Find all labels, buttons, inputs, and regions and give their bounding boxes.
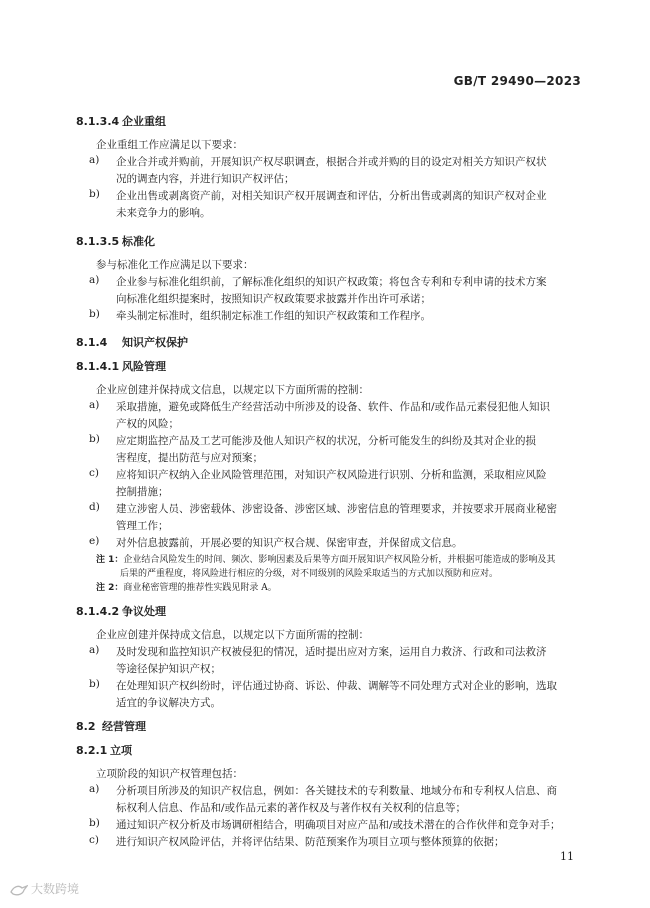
list-marker: b) (89, 678, 100, 690)
note-text: 商业秘密管理的推荐性实践见附录 A。 (123, 583, 277, 593)
list-text: 况的调查内容，并进行知识产权评估； (116, 173, 295, 185)
list-marker: b) (89, 188, 100, 200)
list-text: 牵头制定标准时，组织制定标准工作组的知识产权政策和工作程序。 (116, 310, 431, 322)
list-text: 企业出售或剥离资产前，对相关知识产权开展调查和评估，分析出售或剥离的知识产权对企业 (116, 190, 547, 202)
list-text: 及时发现和监控知识产权被侵犯的情况，适时提出应对方案，运用自力救济、行政和司法救济 (116, 646, 547, 658)
list-text: 控制措施； (116, 486, 169, 498)
list-text: 应定期监控产品及工艺可能涉及他人知识产权的状况，分析可能发生的纠纷及其对企业的损 (116, 435, 536, 447)
section-title: 知识产权保护 (122, 336, 188, 349)
watermark-text: 大数跨境 (31, 882, 80, 896)
section-heading (76, 742, 132, 758)
paragraph: 立项阶段的知识产权管理包括： (96, 768, 243, 780)
list-text: 进行知识产权风险评估，并将评估结果、防范预案作为项目立项与整体预算的依据； (116, 836, 505, 848)
section-number: 8.2 (76, 720, 96, 733)
section-number: 8.2.1 (76, 744, 108, 757)
list-text: 向标准化组织提案时，按照知识产权政策要求披露并作出许可承诺； (116, 293, 431, 305)
list-marker: d) (89, 501, 100, 513)
watermark (10, 880, 79, 897)
section-title: 企业重组 (122, 115, 166, 128)
section-number: 8.1.3.5 (76, 235, 120, 248)
paragraph: 企业重组工作应满足以下要求： (96, 139, 243, 151)
list-text: 通过知识产权分析及市场调研相结合，明确项目对应产品和/或技术潜在的合作伙伴和竞争对手； (116, 819, 561, 831)
note (96, 552, 555, 565)
list-marker: b) (89, 308, 100, 320)
section-heading (76, 233, 155, 249)
list-text: 应将知识产权纳入企业风险管理范围，对知识产权风险进行识别、分析和监测，采取相应风险 (116, 469, 547, 481)
list-marker: b) (89, 817, 100, 829)
section-heading (76, 718, 146, 734)
list-text: 标权利人信息、作品和/或作品元素的著作权及与著作权有关权利的信息等； (116, 802, 467, 814)
list-marker: c) (89, 467, 99, 479)
list-text: 产权的风险； (116, 418, 179, 430)
section-heading (76, 603, 166, 619)
note-continued: 后果的严重程度，将风险进行相应的分级，对不同级别的风险采取适当的方式加以预防和应对。 (120, 569, 499, 579)
list-text: 在处理知识产权纠纷时，评估通过协商、诉讼、仲裁、调解等不同处理方式对企业的影响，选取 (116, 680, 557, 692)
paragraph: 企业应创建并保持成文信息，以规定以下方面所需的控制： (96, 629, 369, 641)
list-marker: a) (89, 274, 100, 286)
section-title: 风险管理 (122, 360, 166, 373)
section-heading (76, 113, 166, 129)
list-marker: a) (89, 154, 100, 166)
section-number: 8.1.3.4 (76, 115, 120, 128)
list-text: 采取措施，避免或降低生产经营活动中所涉及的设备、软件、作品和/或作品元素侵犯他人知识 (116, 401, 551, 413)
list-text: 未来竞争力的影响。 (116, 207, 211, 219)
note (96, 580, 277, 593)
bird-logo-icon (10, 882, 31, 896)
list-marker: b) (89, 433, 100, 445)
note-label: 注 2： (96, 583, 124, 593)
list-text: 建立涉密人员、涉密载体、涉密设备、涉密区域、涉密信息的管理要求，并按要求开展商业秘密 (116, 503, 557, 515)
note-label: 注 1： (96, 555, 124, 565)
section-number: 8.1.4.1 (76, 360, 120, 373)
list-marker: a) (89, 644, 100, 656)
list-text: 对外信息披露前，开展必要的知识产权合规、保密审查，并保留成文信息。 (116, 537, 463, 549)
section-title: 经营管理 (102, 720, 146, 733)
section-number: 8.1.4 (76, 336, 108, 349)
list-text: 管理工作； (116, 520, 169, 532)
list-marker: a) (89, 399, 100, 411)
list-text: 分析项目所涉及的知识产权信息，例如：各关键技术的专利数量、地域分布和专利权人信息、商 (116, 785, 557, 797)
list-text: 适宜的争议解决方式。 (116, 697, 221, 709)
paragraph: 参与标准化工作应满足以下要求： (96, 259, 254, 271)
section-title: 立项 (110, 744, 132, 757)
list-marker: c) (89, 834, 99, 846)
section-heading (76, 334, 188, 350)
standard-code: GB/T 29490—2023 (453, 74, 581, 88)
page-number: 11 (560, 850, 574, 863)
paragraph: 企业应创建并保持成文信息，以规定以下方面所需的控制： (96, 384, 369, 396)
section-heading (76, 358, 166, 374)
section-title: 标准化 (122, 235, 155, 248)
list-text: 害程度，提出防范与应对预案； (116, 452, 263, 464)
section-number: 8.1.4.2 (76, 605, 120, 618)
list-text: 等途径保护知识产权； (116, 663, 221, 675)
list-marker: a) (89, 783, 100, 795)
note-text: 企业结合风险发生的时间、频次、影响因素及后果等方面开展知识产权风险分析，并根据可能造成的影响及其 (123, 555, 556, 565)
section-title: 争议处理 (122, 605, 166, 618)
list-text: 企业合并或并购前，开展知识产权尽职调查，根据合并或并购的目的设定对相关方知识产权状 (116, 156, 547, 168)
list-marker: e) (89, 535, 100, 547)
list-text: 企业参与标准化组织前，了解标准化组织的知识产权政策；将包含专利和专利申请的技术方案 (116, 276, 547, 288)
